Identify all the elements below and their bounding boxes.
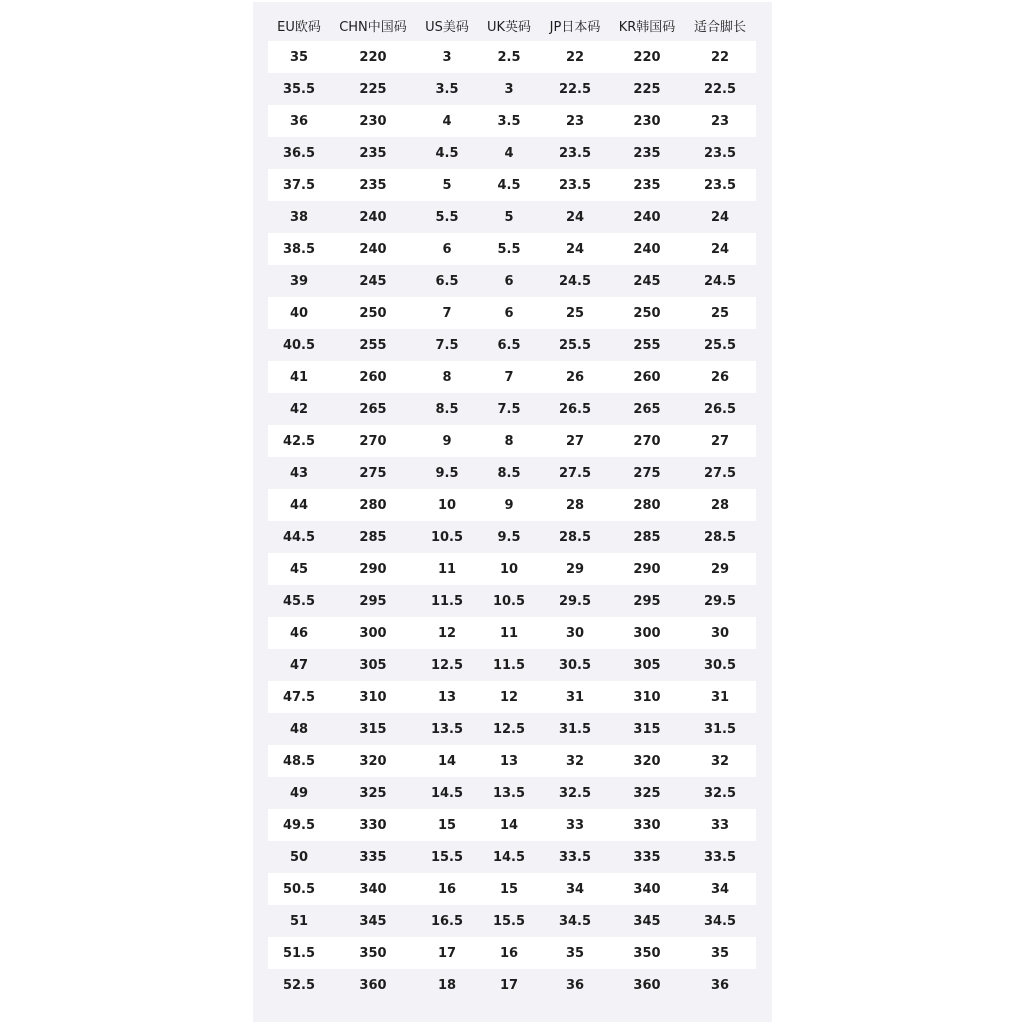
- cell-kr: 270: [610, 425, 684, 457]
- cell-us: 7: [416, 297, 478, 329]
- cell-uk: 7.5: [478, 393, 540, 425]
- cell-chn: 290: [330, 553, 416, 585]
- cell-uk: 12.5: [478, 713, 540, 745]
- table-row: [268, 137, 756, 169]
- table-row: [268, 233, 756, 265]
- cell-chn: 325: [330, 777, 416, 809]
- cell-chn: 275: [330, 457, 416, 489]
- cell-us: 5: [416, 169, 478, 201]
- cell-chn: 235: [330, 137, 416, 169]
- table-row: [268, 745, 756, 777]
- cell-foot-length: 25: [684, 297, 756, 329]
- cell-eu: 49: [268, 777, 330, 809]
- cell-kr: 275: [610, 457, 684, 489]
- cell-eu: 36.5: [268, 137, 330, 169]
- header-row: [268, 9, 756, 41]
- cell-us: 4.5: [416, 137, 478, 169]
- cell-chn: 295: [330, 585, 416, 617]
- table-row: [268, 649, 756, 681]
- table-row: [268, 329, 756, 361]
- cell-uk: 11.5: [478, 649, 540, 681]
- cell-uk: 6.5: [478, 329, 540, 361]
- cell-uk: 11: [478, 617, 540, 649]
- cell-eu: 52.5: [268, 969, 330, 1001]
- cell-kr: 335: [610, 841, 684, 873]
- cell-jp: 22: [540, 41, 610, 73]
- cell-chn: 360: [330, 969, 416, 1001]
- header-eu: EU欧码: [277, 19, 321, 35]
- cell-kr: 240: [610, 233, 684, 265]
- cell-kr: 325: [610, 777, 684, 809]
- cell-kr: 310: [610, 681, 684, 713]
- cell-jp: 25: [540, 297, 610, 329]
- cell-eu: 36: [268, 105, 330, 137]
- table-row: [268, 457, 756, 489]
- cell-jp: 28: [540, 489, 610, 521]
- cell-eu: 47.5: [268, 681, 330, 713]
- cell-kr: 300: [610, 617, 684, 649]
- cell-us: 15.5: [416, 841, 478, 873]
- cell-jp: 29.5: [540, 585, 610, 617]
- cell-jp: 27.5: [540, 457, 610, 489]
- cell-uk: 2.5: [478, 41, 540, 73]
- cell-jp: 32.5: [540, 777, 610, 809]
- cell-chn: 335: [330, 841, 416, 873]
- cell-foot-length: 23: [684, 105, 756, 137]
- cell-kr: 320: [610, 745, 684, 777]
- cell-us: 3.5: [416, 73, 478, 105]
- header-foot-length: 适合脚长: [693, 19, 746, 35]
- table-row: [268, 585, 756, 617]
- cell-us: 18: [416, 969, 478, 1001]
- cell-foot-length: 23.5: [684, 169, 756, 201]
- cell-eu: 39: [268, 265, 330, 297]
- cell-foot-length: 32.5: [684, 777, 756, 809]
- cell-eu: 44.5: [268, 521, 330, 553]
- cell-us: 5.5: [416, 201, 478, 233]
- cell-kr: 315: [610, 713, 684, 745]
- cell-chn: 315: [330, 713, 416, 745]
- cell-kr: 290: [610, 553, 684, 585]
- table-row: [268, 73, 756, 105]
- header-jp: JP日本码: [549, 19, 601, 35]
- cell-jp: 28.5: [540, 521, 610, 553]
- cell-kr: 235: [610, 137, 684, 169]
- cell-uk: 13: [478, 745, 540, 777]
- cell-eu: 37.5: [268, 169, 330, 201]
- cell-foot-length: 35: [684, 937, 756, 969]
- cell-eu: 48.5: [268, 745, 330, 777]
- cell-chn: 255: [330, 329, 416, 361]
- cell-chn: 280: [330, 489, 416, 521]
- cell-eu: 45.5: [268, 585, 330, 617]
- cell-eu: 40.5: [268, 329, 330, 361]
- cell-jp: 26: [540, 361, 610, 393]
- cell-eu: 47: [268, 649, 330, 681]
- table-row: [268, 425, 756, 457]
- cell-kr: 220: [610, 41, 684, 73]
- cell-foot-length: 26.5: [684, 393, 756, 425]
- cell-jp: 23.5: [540, 137, 610, 169]
- table-row: [268, 905, 756, 937]
- cell-foot-length: 32: [684, 745, 756, 777]
- cell-foot-length: 28: [684, 489, 756, 521]
- cell-chn: 240: [330, 233, 416, 265]
- table-row: [268, 265, 756, 297]
- cell-kr: 350: [610, 937, 684, 969]
- cell-chn: 300: [330, 617, 416, 649]
- cell-us: 13.5: [416, 713, 478, 745]
- cell-kr: 235: [610, 169, 684, 201]
- cell-chn: 225: [330, 73, 416, 105]
- table-row: [268, 713, 756, 745]
- table-row: [268, 873, 756, 905]
- cell-jp: 25.5: [540, 329, 610, 361]
- table-row: [268, 361, 756, 393]
- cell-us: 12.5: [416, 649, 478, 681]
- cell-us: 14.5: [416, 777, 478, 809]
- cell-chn: 230: [330, 105, 416, 137]
- cell-jp: 23.5: [540, 169, 610, 201]
- table-body: [268, 41, 756, 1001]
- cell-foot-length: 24.5: [684, 265, 756, 297]
- cell-jp: 36: [540, 969, 610, 1001]
- cell-us: 16: [416, 873, 478, 905]
- cell-us: 8.5: [416, 393, 478, 425]
- cell-kr: 360: [610, 969, 684, 1001]
- cell-us: 17: [416, 937, 478, 969]
- cell-kr: 230: [610, 105, 684, 137]
- cell-kr: 255: [610, 329, 684, 361]
- cell-kr: 225: [610, 73, 684, 105]
- cell-kr: 295: [610, 585, 684, 617]
- cell-kr: 340: [610, 873, 684, 905]
- cell-foot-length: 33.5: [684, 841, 756, 873]
- table-row: [268, 937, 756, 969]
- table-row: [268, 809, 756, 841]
- table-row: [268, 617, 756, 649]
- cell-eu: 50: [268, 841, 330, 873]
- cell-jp: 35: [540, 937, 610, 969]
- cell-uk: 10: [478, 553, 540, 585]
- cell-kr: 240: [610, 201, 684, 233]
- cell-uk: 5.5: [478, 233, 540, 265]
- cell-foot-length: 33: [684, 809, 756, 841]
- cell-kr: 280: [610, 489, 684, 521]
- cell-foot-length: 36: [684, 969, 756, 1001]
- cell-jp: 30.5: [540, 649, 610, 681]
- cell-eu: 38: [268, 201, 330, 233]
- cell-jp: 33.5: [540, 841, 610, 873]
- cell-foot-length: 31: [684, 681, 756, 713]
- table-row: [268, 681, 756, 713]
- cell-uk: 9: [478, 489, 540, 521]
- cell-uk: 3: [478, 73, 540, 105]
- table-row: [268, 105, 756, 137]
- cell-chn: 350: [330, 937, 416, 969]
- cell-uk: 13.5: [478, 777, 540, 809]
- cell-foot-length: 34: [684, 873, 756, 905]
- cell-us: 6: [416, 233, 478, 265]
- cell-uk: 7: [478, 361, 540, 393]
- cell-us: 10: [416, 489, 478, 521]
- cell-foot-length: 26: [684, 361, 756, 393]
- cell-chn: 285: [330, 521, 416, 553]
- cell-us: 15: [416, 809, 478, 841]
- cell-uk: 14.5: [478, 841, 540, 873]
- cell-jp: 22.5: [540, 73, 610, 105]
- cell-uk: 17: [478, 969, 540, 1001]
- header-uk: UK英码: [486, 19, 532, 35]
- cell-us: 7.5: [416, 329, 478, 361]
- table-row: [268, 521, 756, 553]
- table-row: [268, 969, 756, 1001]
- cell-uk: 10.5: [478, 585, 540, 617]
- cell-foot-length: 22: [684, 41, 756, 73]
- cell-foot-length: 27: [684, 425, 756, 457]
- cell-jp: 23: [540, 105, 610, 137]
- cell-eu: 38.5: [268, 233, 330, 265]
- cell-kr: 345: [610, 905, 684, 937]
- cell-us: 9.5: [416, 457, 478, 489]
- cell-chn: 260: [330, 361, 416, 393]
- cell-us: 14: [416, 745, 478, 777]
- cell-foot-length: 25.5: [684, 329, 756, 361]
- cell-eu: 51.5: [268, 937, 330, 969]
- cell-us: 12: [416, 617, 478, 649]
- cell-us: 8: [416, 361, 478, 393]
- cell-chn: 320: [330, 745, 416, 777]
- table-row: [268, 393, 756, 425]
- cell-jp: 27: [540, 425, 610, 457]
- cell-kr: 245: [610, 265, 684, 297]
- cell-chn: 265: [330, 393, 416, 425]
- table-row: [268, 297, 756, 329]
- cell-eu: 35.5: [268, 73, 330, 105]
- cell-eu: 35: [268, 41, 330, 73]
- cell-eu: 45: [268, 553, 330, 585]
- cell-kr: 305: [610, 649, 684, 681]
- cell-kr: 285: [610, 521, 684, 553]
- cell-chn: 270: [330, 425, 416, 457]
- cell-eu: 46: [268, 617, 330, 649]
- cell-foot-length: 30.5: [684, 649, 756, 681]
- cell-foot-length: 30: [684, 617, 756, 649]
- cell-jp: 24: [540, 233, 610, 265]
- cell-eu: 49.5: [268, 809, 330, 841]
- cell-foot-length: 23.5: [684, 137, 756, 169]
- cell-jp: 29: [540, 553, 610, 585]
- cell-us: 10.5: [416, 521, 478, 553]
- cell-uk: 6: [478, 297, 540, 329]
- cell-eu: 43: [268, 457, 330, 489]
- cell-kr: 250: [610, 297, 684, 329]
- cell-us: 4: [416, 105, 478, 137]
- cell-jp: 26.5: [540, 393, 610, 425]
- cell-us: 16.5: [416, 905, 478, 937]
- cell-uk: 15.5: [478, 905, 540, 937]
- cell-kr: 260: [610, 361, 684, 393]
- cell-foot-length: 27.5: [684, 457, 756, 489]
- cell-eu: 42: [268, 393, 330, 425]
- cell-chn: 345: [330, 905, 416, 937]
- cell-foot-length: 24: [684, 201, 756, 233]
- cell-jp: 30: [540, 617, 610, 649]
- cell-jp: 24: [540, 201, 610, 233]
- cell-jp: 33: [540, 809, 610, 841]
- cell-uk: 3.5: [478, 105, 540, 137]
- cell-chn: 245: [330, 265, 416, 297]
- header-us: US美码: [425, 19, 469, 35]
- cell-uk: 8: [478, 425, 540, 457]
- table-row: [268, 169, 756, 201]
- cell-kr: 265: [610, 393, 684, 425]
- cell-uk: 9.5: [478, 521, 540, 553]
- cell-us: 13: [416, 681, 478, 713]
- cell-uk: 15: [478, 873, 540, 905]
- table-row: [268, 553, 756, 585]
- header-chn: CHN中国码: [339, 19, 407, 35]
- cell-jp: 34: [540, 873, 610, 905]
- cell-eu: 48: [268, 713, 330, 745]
- cell-foot-length: 31.5: [684, 713, 756, 745]
- cell-chn: 310: [330, 681, 416, 713]
- cell-foot-length: 28.5: [684, 521, 756, 553]
- cell-jp: 31: [540, 681, 610, 713]
- cell-eu: 40: [268, 297, 330, 329]
- cell-chn: 220: [330, 41, 416, 73]
- table-row: [268, 489, 756, 521]
- table-row: [268, 201, 756, 233]
- cell-eu: 50.5: [268, 873, 330, 905]
- cell-foot-length: 29.5: [684, 585, 756, 617]
- table-row: [268, 41, 756, 73]
- cell-uk: 12: [478, 681, 540, 713]
- table-row: [268, 841, 756, 873]
- cell-jp: 34.5: [540, 905, 610, 937]
- cell-eu: 51: [268, 905, 330, 937]
- cell-uk: 4: [478, 137, 540, 169]
- cell-jp: 24.5: [540, 265, 610, 297]
- cell-uk: 16: [478, 937, 540, 969]
- cell-uk: 4.5: [478, 169, 540, 201]
- cell-us: 6.5: [416, 265, 478, 297]
- table-row: [268, 777, 756, 809]
- cell-uk: 5: [478, 201, 540, 233]
- cell-jp: 31.5: [540, 713, 610, 745]
- cell-jp: 32: [540, 745, 610, 777]
- cell-eu: 42.5: [268, 425, 330, 457]
- cell-eu: 41: [268, 361, 330, 393]
- cell-us: 3: [416, 41, 478, 73]
- cell-eu: 44: [268, 489, 330, 521]
- cell-foot-length: 34.5: [684, 905, 756, 937]
- cell-uk: 8.5: [478, 457, 540, 489]
- shoe-size-table: [268, 9, 756, 1001]
- cell-foot-length: 22.5: [684, 73, 756, 105]
- cell-foot-length: 24: [684, 233, 756, 265]
- cell-chn: 330: [330, 809, 416, 841]
- cell-uk: 6: [478, 265, 540, 297]
- cell-us: 9: [416, 425, 478, 457]
- header-kr: KR韩国码: [618, 19, 676, 35]
- cell-chn: 235: [330, 169, 416, 201]
- cell-chn: 240: [330, 201, 416, 233]
- cell-chn: 305: [330, 649, 416, 681]
- cell-uk: 14: [478, 809, 540, 841]
- cell-us: 11.5: [416, 585, 478, 617]
- cell-kr: 330: [610, 809, 684, 841]
- cell-foot-length: 29: [684, 553, 756, 585]
- cell-us: 11: [416, 553, 478, 585]
- table-header: [268, 9, 756, 41]
- cell-chn: 250: [330, 297, 416, 329]
- cell-chn: 340: [330, 873, 416, 905]
